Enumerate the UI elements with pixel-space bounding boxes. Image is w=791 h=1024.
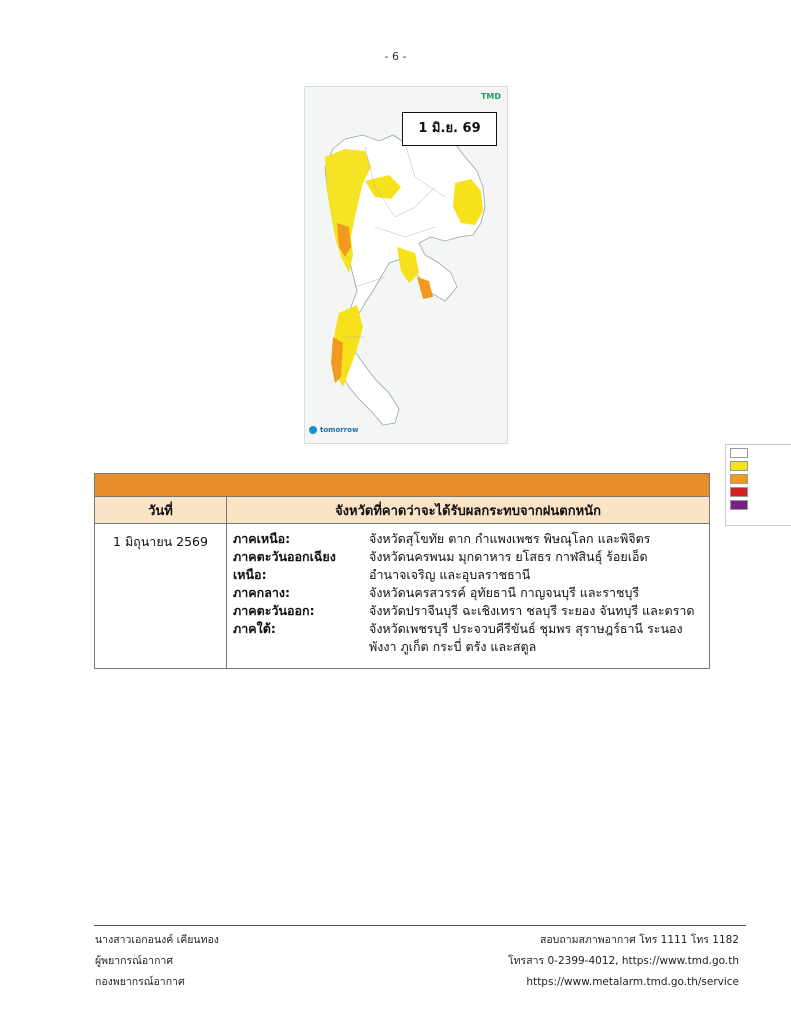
- map-date-label: 1 มิ.ย. 69: [402, 112, 497, 146]
- map-header-text: [308, 91, 458, 96]
- legend-row-yellow: [730, 461, 791, 471]
- legend-swatch-white: [730, 448, 748, 458]
- region-name: ภาคเหนือ:: [233, 531, 291, 546]
- tmd-logo: TMD: [480, 92, 501, 101]
- province-line: พังงา ภูเก็ต กระบี่ ตรัง และสตูล: [369, 639, 537, 654]
- affected-provinces-table: [94, 473, 710, 669]
- page-number: - 6 -: [384, 50, 407, 63]
- province-line: จังหวัดปราจีนบุรี ฉะเชิงเทรา ชลบุรี ระยอง จันทบุรี และตราด: [369, 603, 695, 618]
- footer-divider: [94, 925, 746, 926]
- province-line: จังหวัดเพชรบุรี ประจวบคีรีขันธ์ ชุมพร สุราษฎร์ธานี ระนอง: [369, 621, 683, 636]
- legend-swatch-yellow: [730, 461, 748, 471]
- header-date: วันที่: [95, 497, 227, 524]
- region-east: [233, 602, 703, 620]
- province-line: จังหวัดสุโขทัย ตาก กำแพงเพชร พิษณุโลก และพิจิตร: [369, 531, 651, 546]
- header-provinces: จังหวัดที่คาดว่าจะได้รับผลกระทบจากฝนตกหนัก: [227, 497, 710, 524]
- region-provinces: [369, 584, 703, 602]
- region-provinces: [369, 530, 703, 548]
- region-name: ภาคตะวันออก:: [233, 603, 315, 618]
- forecaster-name: นางสาวเอกอนงค์ เคียนทอง: [95, 934, 219, 946]
- regions-cell: [227, 524, 710, 669]
- region-name: ภาคตะวันออกเฉียงเหนือ:: [233, 549, 336, 582]
- province-line: อำนาจเจริญ และอุบลราชธานี: [369, 567, 531, 582]
- region-name: ภาคกลาง:: [233, 585, 290, 600]
- legend-swatch-orange: [730, 474, 748, 484]
- tomorrow-logo-icon: [309, 426, 317, 434]
- province-line: จังหวัดนครพนม มุกดาหาร ยโสธร กาฬสินธุ์ ร้อยเอ็ด: [369, 549, 648, 564]
- region-north: [233, 530, 703, 548]
- region-northeast: [233, 548, 703, 584]
- table-row: [95, 524, 710, 669]
- legend-swatch-purple: [730, 500, 748, 510]
- legend-row-red: [730, 487, 791, 497]
- region-south: [233, 620, 703, 656]
- date-cell: 1 มิถุนายน 2569: [95, 524, 227, 669]
- tomorrow-brand: [309, 426, 358, 434]
- contact-phone: สอบถามสภาพอากาศ โทร 1111 โทร 1182: [539, 934, 739, 946]
- legend-row-white: [730, 448, 791, 458]
- province-line: จังหวัดนครสวรรค์ อุทัยธานี กาญจนบุรี และราชบุรี: [369, 585, 640, 600]
- footer-left: [95, 930, 219, 993]
- contact-fax-website: โทรสาร 0-2399-4012, https://www.tmd.go.th: [508, 955, 739, 967]
- map-legend: [725, 444, 791, 526]
- region-provinces: [369, 620, 703, 656]
- forecast-division: กองพยากรณ์อากาศ: [95, 976, 185, 988]
- region-central: [233, 584, 703, 602]
- forecaster-title: ผู้พยากรณ์อากาศ: [95, 955, 173, 967]
- legend-swatch-red: [730, 487, 748, 497]
- contact-service-url: https://www.metalarm.tmd.go.th/service: [526, 976, 739, 988]
- region-provinces: [369, 602, 703, 620]
- footer-right: [508, 930, 739, 993]
- region-provinces: [369, 548, 703, 584]
- tomorrow-brand-label: tomorrow: [320, 426, 359, 434]
- legend-row-purple: [730, 500, 791, 510]
- region-name: ภาคใต้:: [233, 621, 276, 636]
- legend-row-orange: [730, 474, 791, 484]
- table-title-bar: [95, 474, 710, 497]
